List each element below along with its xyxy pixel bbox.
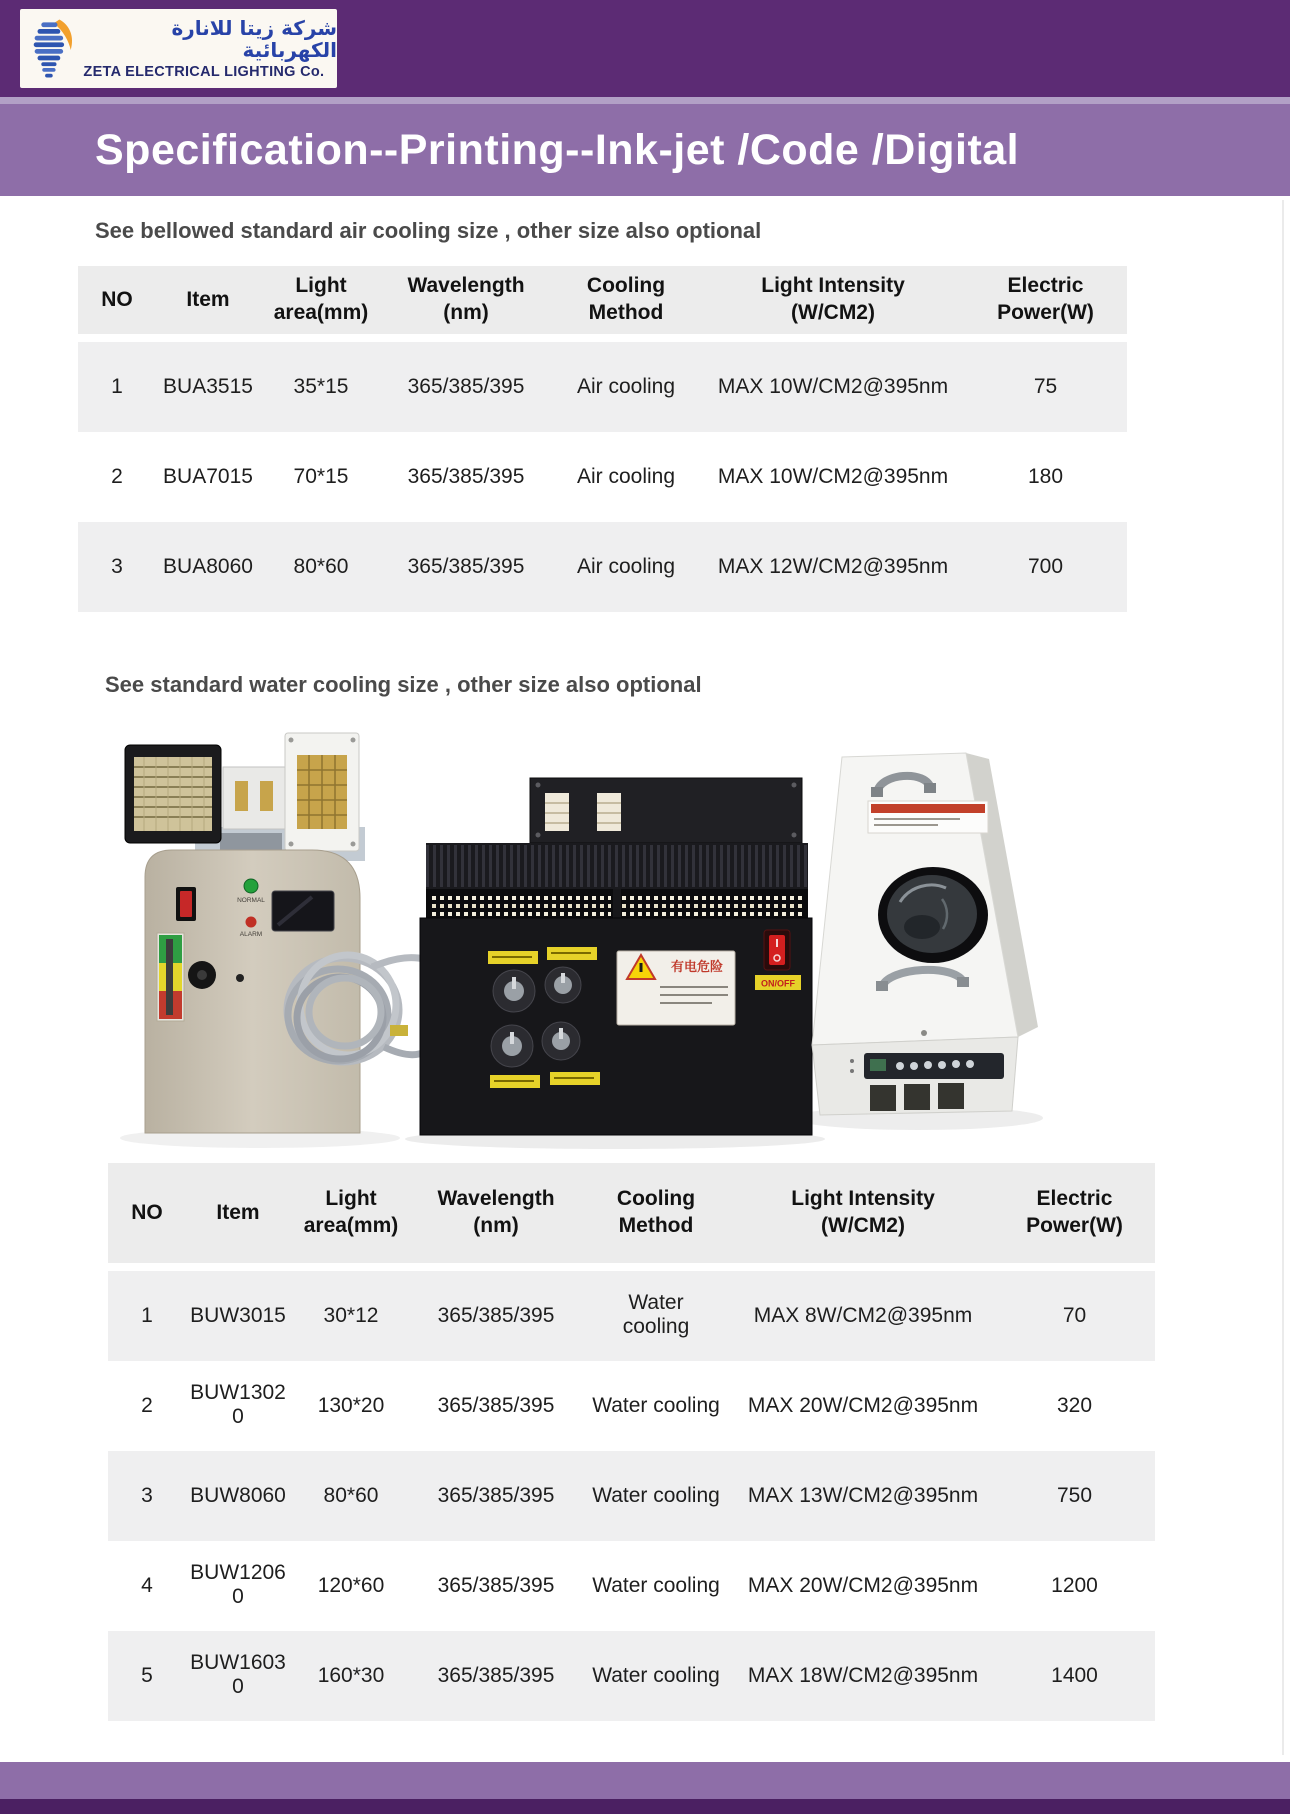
- table-cell: BUW3015: [190, 1303, 286, 1327]
- column-header: Electric Power(W): [994, 1163, 1155, 1271]
- table-row: [78, 432, 1127, 522]
- table-cell: 700: [1027, 554, 1064, 578]
- table-cell: MAX 10W/CM2@395nm: [717, 374, 949, 398]
- column-header: Light area(mm): [260, 266, 382, 342]
- table-cell: Water cooling: [592, 1663, 720, 1687]
- water-cooling-heading: See standard water cooling size , other size also optional: [105, 672, 702, 697]
- table-cell: 3: [141, 1483, 153, 1507]
- table-cell: 5: [141, 1663, 153, 1687]
- company-logo: [20, 9, 337, 88]
- table-cell: 365/385/395: [437, 1663, 555, 1687]
- table-cell: 1400: [1051, 1663, 1098, 1687]
- table-cell: Air cooling: [576, 464, 676, 488]
- water-chiller: [812, 753, 1038, 1115]
- column-header: Cooling Method: [550, 266, 702, 342]
- table-cell: 2: [111, 464, 123, 488]
- table-cell: 130*20: [317, 1393, 385, 1417]
- table-cell: 365/385/395: [407, 374, 525, 398]
- table-row: [108, 1361, 1155, 1451]
- top-banner: [0, 0, 1290, 97]
- table-cell: BUA8060: [163, 554, 253, 578]
- table-row: [108, 1271, 1155, 1361]
- table-cell: 365/385/395: [407, 464, 525, 488]
- table-cell: 320: [1056, 1393, 1093, 1417]
- table-cell: BUA7015: [163, 464, 253, 488]
- column-header: Light Intensity (W/CM2): [732, 1163, 994, 1271]
- table-cell: BUW13020: [190, 1381, 286, 1429]
- column-header: Wavelength (nm): [382, 266, 550, 342]
- table-cell: MAX 8W/CM2@395nm: [753, 1303, 973, 1327]
- table-cell: 365/385/395: [407, 554, 525, 578]
- table-cell: 2: [141, 1393, 153, 1417]
- table-cell: 750: [1056, 1483, 1093, 1507]
- table-cell: Water cooling: [622, 1291, 690, 1339]
- column-header: Wavelength (nm): [412, 1163, 580, 1271]
- table-cell: MAX 18W/CM2@395nm: [747, 1663, 979, 1687]
- table-cell: 1: [141, 1303, 153, 1327]
- table-row: [108, 1541, 1155, 1631]
- table-row: [78, 522, 1127, 612]
- table-cell: BUW16030: [190, 1651, 286, 1699]
- lightbulb-logo-icon: [28, 16, 77, 82]
- table-cell: 120*60: [317, 1573, 385, 1597]
- table-cell: Water cooling: [592, 1573, 720, 1597]
- uv-control-unit: [420, 778, 812, 1135]
- table-cell: 70*15: [293, 464, 349, 488]
- table-cell: 180: [1027, 464, 1064, 488]
- air-cooling-table: [78, 266, 1127, 612]
- logo-arabic-name: شركة زيتا للانارة الكهربائية: [171, 16, 337, 62]
- table-cell: Air cooling: [576, 374, 676, 398]
- air-cooling-heading: See bellowed standard air cooling size , other size also optional: [95, 218, 762, 243]
- page-title: Specification--Printing--Ink-jet /Code /Digital: [95, 125, 1020, 174]
- column-header: Item: [156, 266, 260, 342]
- table-header-row: [78, 266, 1127, 342]
- table-cell: 3: [111, 554, 123, 578]
- table-cell: 75: [1033, 374, 1058, 398]
- table-row: [78, 342, 1127, 432]
- table-cell: BUW8060: [190, 1483, 286, 1507]
- column-header: Light Intensity (W/CM2): [702, 266, 964, 342]
- page-edge-shadow: [1282, 200, 1284, 1755]
- column-header: Light area(mm): [290, 1163, 412, 1271]
- table-cell: 80*60: [293, 554, 349, 578]
- table-cell: 1200: [1051, 1573, 1098, 1597]
- footer-banner: [0, 1762, 1290, 1799]
- table-cell: MAX 20W/CM2@395nm: [747, 1393, 979, 1417]
- table-cell: MAX 10W/CM2@395nm: [717, 464, 949, 488]
- alarm-label: ALARM: [239, 931, 263, 938]
- table-cell: BUA3515: [163, 374, 253, 398]
- warning-sticker: [617, 951, 735, 1025]
- warning-text: 有电危险: [670, 959, 724, 974]
- table-cell: MAX 13W/CM2@395nm: [747, 1483, 979, 1507]
- title-banner: [0, 104, 1290, 196]
- table-cell: Water cooling: [592, 1483, 720, 1507]
- table-cell: 35*15: [293, 374, 349, 398]
- table-cell: MAX 20W/CM2@395nm: [747, 1573, 979, 1597]
- water-cooling-table: [108, 1163, 1155, 1721]
- table-cell: 365/385/395: [437, 1483, 555, 1507]
- column-header: Item: [186, 1163, 290, 1271]
- table-cell: 160*30: [317, 1663, 385, 1687]
- on-off-label: ON/OFF: [761, 978, 795, 989]
- column-header: NO: [78, 266, 156, 342]
- table-row: [108, 1631, 1155, 1721]
- table-cell: Air cooling: [576, 554, 676, 578]
- product-photo: [100, 715, 1165, 1165]
- footer-bottom-strip: [0, 1799, 1290, 1814]
- logo-english-name: ZETA ELECTRICAL LIGHTING Co.: [83, 64, 325, 80]
- table-cell: 70: [1062, 1303, 1087, 1327]
- table-header-row: [108, 1163, 1155, 1271]
- uv-lamp-heads: [125, 733, 365, 861]
- table-cell: 365/385/395: [437, 1303, 555, 1327]
- table-cell: 365/385/395: [437, 1573, 555, 1597]
- normal-label: NORMAL: [237, 897, 265, 904]
- column-header: Electric Power(W): [964, 266, 1127, 342]
- column-header: NO: [108, 1163, 186, 1271]
- table-cell: 365/385/395: [437, 1393, 555, 1417]
- table-cell: MAX 12W/CM2@395nm: [717, 554, 949, 578]
- table-cell: 30*12: [323, 1303, 379, 1327]
- table-cell: Water cooling: [592, 1393, 720, 1417]
- table-cell: BUW12060: [190, 1561, 286, 1609]
- band-separator: [0, 97, 1290, 104]
- table-cell: 4: [141, 1573, 153, 1597]
- table-row: [108, 1451, 1155, 1541]
- controller-box: [145, 850, 360, 1133]
- table-cell: 1: [111, 374, 123, 398]
- logo-text: [83, 17, 337, 80]
- table-cell: 80*60: [323, 1483, 379, 1507]
- column-header: Cooling Method: [580, 1163, 732, 1271]
